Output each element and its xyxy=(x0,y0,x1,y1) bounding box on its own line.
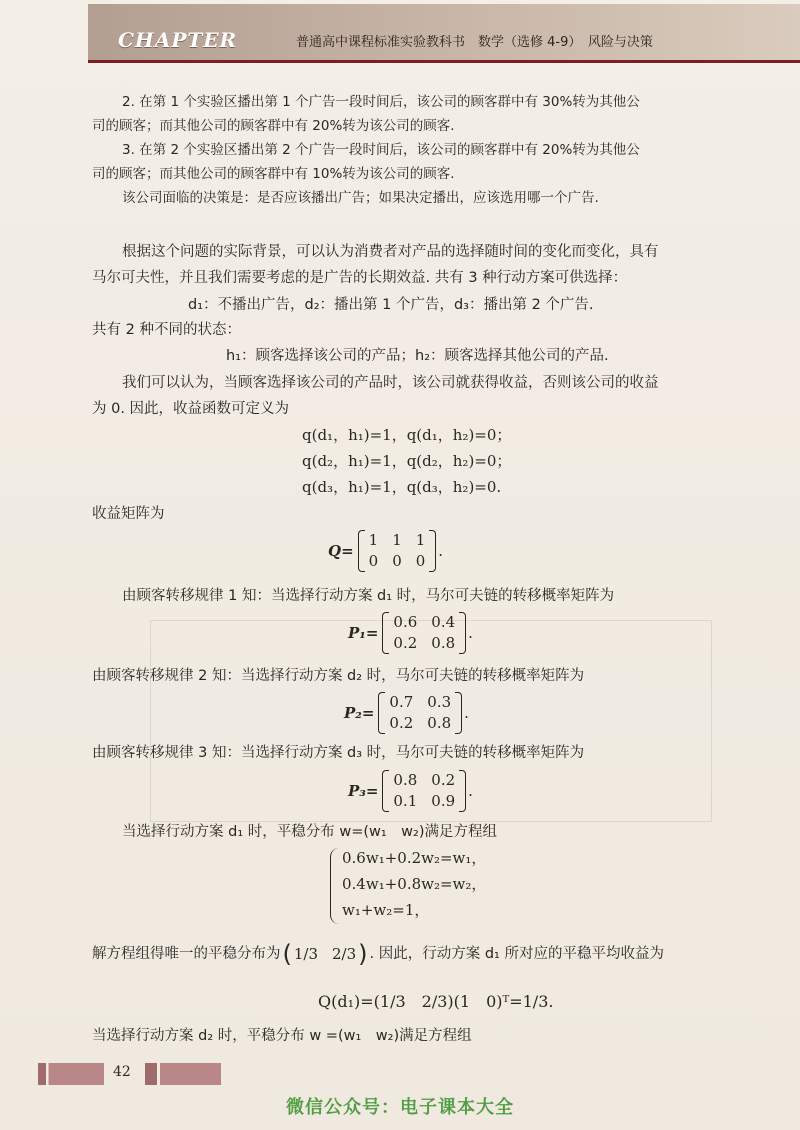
payoff-matrix-label: Q= xyxy=(328,542,354,560)
matrix-cell: 0.2 xyxy=(389,714,414,732)
page-number: 42 xyxy=(113,1064,131,1080)
matrix-cell: 1 xyxy=(415,531,426,549)
matrix-cell: 0.2 xyxy=(393,634,418,652)
matrix-left-bracket xyxy=(382,612,389,654)
paragraph-1-line-2: 马尔可夫性，并且我们需要考虑的是广告的长期效益. 共有 3 种行动方案可供选择： xyxy=(92,270,628,286)
rule-1-statement: 由顾客转移规律 1 知：当选择行动方案 d₁ 时，马尔可夫链的转移概率矩阵为 xyxy=(122,588,615,604)
matrix-cell: 0.1 xyxy=(393,792,418,810)
matrix-cell: 0.3 xyxy=(427,693,452,711)
rule-2-line-1: 2. 在第 1 个实验区播出第 1 个广告一段时间后，该公司的顾客群中有 30%转为其他公 xyxy=(122,94,640,110)
matrix-cell: 0 xyxy=(415,552,426,570)
matrix-cell: 0.9 xyxy=(431,792,456,810)
equation-system-brace xyxy=(330,848,339,924)
matrix-cell: 0.8 xyxy=(431,634,456,652)
matrix-period: . xyxy=(438,542,444,560)
states-intro: 共有 2 种不同的状态： xyxy=(92,322,241,338)
paragraph-1-line-1: 根据这个问题的实际背景，可以认为消费者对产品的选择随时间的变化而变化，具有 xyxy=(122,244,659,260)
payoff-matrix-intro: 收益矩阵为 xyxy=(92,506,165,522)
matrix-right-bracket xyxy=(455,692,462,734)
p2-label: P₂= xyxy=(344,704,375,722)
rule-3-statement: 由顾客转移规律 3 知：当选择行动方案 d₃ 时，马尔可夫链的转移概率矩阵为 xyxy=(92,745,585,761)
transition-matrix-p3 xyxy=(348,770,473,812)
page-header xyxy=(88,4,800,62)
chapter-label: CHAPTER xyxy=(118,28,238,52)
solution-close-paren: ) xyxy=(358,940,368,968)
matrix-period: . xyxy=(468,782,473,800)
header-divider xyxy=(88,60,800,63)
transition-matrix-p2 xyxy=(344,692,469,734)
payoff-equation-1: q(d₁，h₁)=1，q(d₁，h₂)=0； xyxy=(302,426,512,444)
payoff-matrix xyxy=(328,530,443,572)
matrix-cell: 0.4 xyxy=(431,613,456,631)
matrix-cell: 0.8 xyxy=(393,771,418,789)
rule-3-line-1: 3. 在第 2 个实验区播出第 2 个广告一段时间后，该公司的顾客群中有 20%转为其他公 xyxy=(122,142,640,158)
solution-frac-1: 1/3 xyxy=(293,945,319,963)
matrix-right-bracket xyxy=(459,770,466,812)
footer-decoration-left xyxy=(38,1063,104,1085)
watermark-text: 微信公众号：电子课本大全 xyxy=(286,1097,514,1118)
p3-label: P₃= xyxy=(348,782,379,800)
solution-frac-2: 2/3 xyxy=(332,945,357,963)
matrix-cell: 0.8 xyxy=(427,714,452,732)
stationary-d1-intro: 当选择行动方案 d₁ 时，平稳分布 w=(w₁ w₂)满足方程组 xyxy=(122,824,498,840)
matrix-right-bracket xyxy=(459,612,466,654)
solution-text-a: 解方程组得唯一的平稳分布为 xyxy=(92,946,281,962)
matrix-cell: 0 xyxy=(368,552,379,570)
matrix-cell: 0.6 xyxy=(393,613,418,631)
payoff-equation-2: q(d₂，h₁)=1，q(d₂，h₂)=0； xyxy=(302,452,512,470)
matrix-left-bracket xyxy=(378,692,385,734)
solution-text-b: . 因此，行动方案 d₁ 所对应的平稳平均收益为 xyxy=(369,946,664,962)
average-payoff-d1: Q(d₁)=(1/3 2/3)(1 0)ᵀ=1/3. xyxy=(318,992,554,1011)
matrix-period: . xyxy=(464,704,469,722)
matrix-cell: 0.7 xyxy=(389,693,414,711)
solution-open-paren: ( xyxy=(282,940,292,968)
matrix-cell: 1 xyxy=(368,531,379,549)
decision-statement: 该公司面临的决策是：是否应该播出广告；如果决定播出，应该选用哪一个广告. xyxy=(122,190,599,206)
paragraph-2-line-1: 我们可以认为，当顾客选择该公司的产品时，该公司就获得收益，否则该公司的收益 xyxy=(122,375,659,391)
system-equation-2: 0.4w₁+0.8w₂=w₂， xyxy=(342,875,487,893)
matrix-right-bracket xyxy=(429,530,436,572)
rule-2-statement: 由顾客转移规律 2 知：当选择行动方案 d₂ 时，马尔可夫链的转移概率矩阵为 xyxy=(92,668,585,684)
footer-decoration-right xyxy=(145,1063,221,1085)
book-title: 普通高中课程标准实验教科书 数学（选修 4-9） 风险与决策 xyxy=(296,35,653,50)
solution-statement xyxy=(92,940,664,968)
action-list: d₁：不播出广告，d₂：播出第 1 个广告，d₃：播出第 2 个广告. xyxy=(188,297,594,313)
matrix-cell: 1 xyxy=(392,531,402,549)
payoff-equation-3: q(d₃，h₁)=1，q(d₃，h₂)=0. xyxy=(302,478,502,496)
paragraph-2-line-2: 为 0. 因此，收益函数可定义为 xyxy=(92,401,290,417)
rule-2-line-2: 司的顾客；而其他公司的顾客群中有 20%转为该公司的顾客. xyxy=(92,118,455,134)
rule-3-line-2: 司的顾客；而其他公司的顾客群中有 10%转为该公司的顾客. xyxy=(92,166,455,182)
matrix-cell: 0.2 xyxy=(431,771,456,789)
matrix-cell: 0 xyxy=(392,552,402,570)
matrix-period: . xyxy=(468,624,473,642)
transition-matrix-p1 xyxy=(348,612,473,654)
stationary-d2-intro: 当选择行动方案 d₂ 时，平稳分布 w =(w₁ w₂)满足方程组 xyxy=(92,1028,472,1044)
matrix-left-bracket xyxy=(382,770,389,812)
system-equation-3: w₁+w₂=1， xyxy=(342,901,430,919)
state-list: h₁：顾客选择该公司的产品；h₂：顾客选择其他公司的产品. xyxy=(226,348,609,364)
system-equation-1: 0.6w₁+0.2w₂=w₁， xyxy=(342,849,487,867)
p1-label: P₁= xyxy=(348,624,379,642)
matrix-left-bracket xyxy=(358,530,365,572)
